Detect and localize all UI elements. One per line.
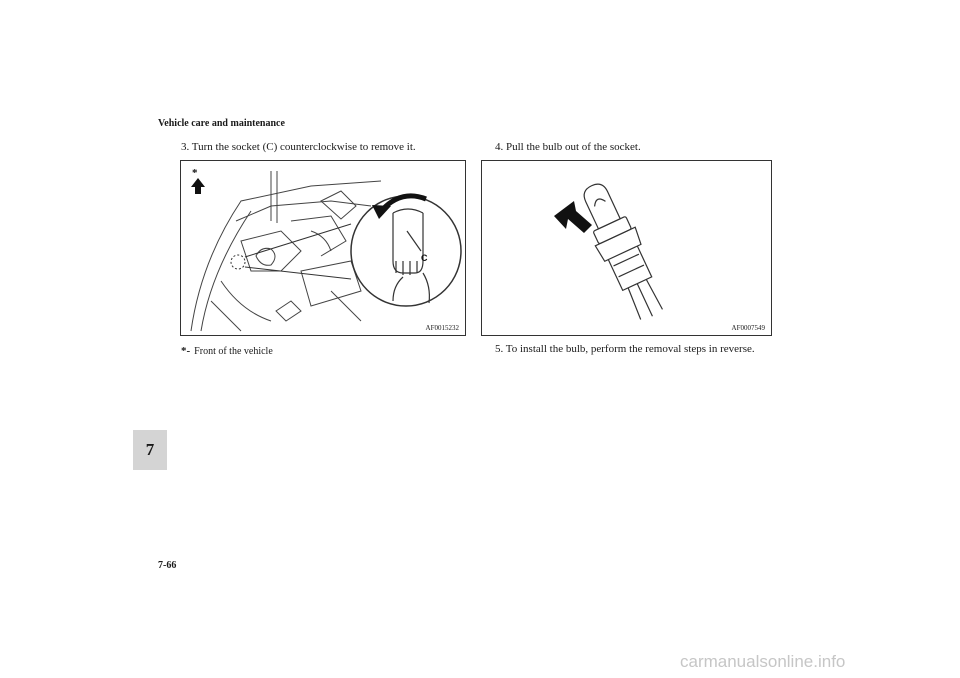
page-number: 7-66 bbox=[158, 560, 177, 571]
figure-footnote bbox=[181, 345, 273, 357]
bulb-socket-illustration bbox=[482, 161, 771, 335]
engine-bay-illustration bbox=[181, 161, 465, 335]
front-of-vehicle-arrow-icon bbox=[191, 167, 205, 194]
section-header: Vehicle care and maintenance bbox=[158, 118, 285, 129]
figure-bulb-removal bbox=[481, 160, 772, 336]
figure-code: AF0015232 bbox=[425, 324, 459, 332]
step-4-text: 4. Pull the bulb out of the socket. bbox=[495, 141, 641, 153]
footnote-text: Front of the vehicle bbox=[194, 346, 273, 357]
figure-code: AF0007549 bbox=[731, 324, 765, 332]
callout-label-c: C bbox=[421, 253, 428, 263]
chapter-tab: 7 bbox=[133, 430, 167, 470]
step-5-text: 5. To install the bulb, perform the removal steps in reverse. bbox=[495, 343, 755, 355]
footnote-marker: *- bbox=[181, 345, 191, 357]
watermark: carmanualsonline.info bbox=[680, 652, 846, 671]
svg-text:*: * bbox=[192, 167, 198, 179]
step-3-text: 3. Turn the socket (C) counterclockwise to remove it. bbox=[181, 141, 416, 153]
pull-direction-arrow-icon bbox=[554, 201, 592, 233]
figure-socket-removal bbox=[180, 160, 466, 336]
